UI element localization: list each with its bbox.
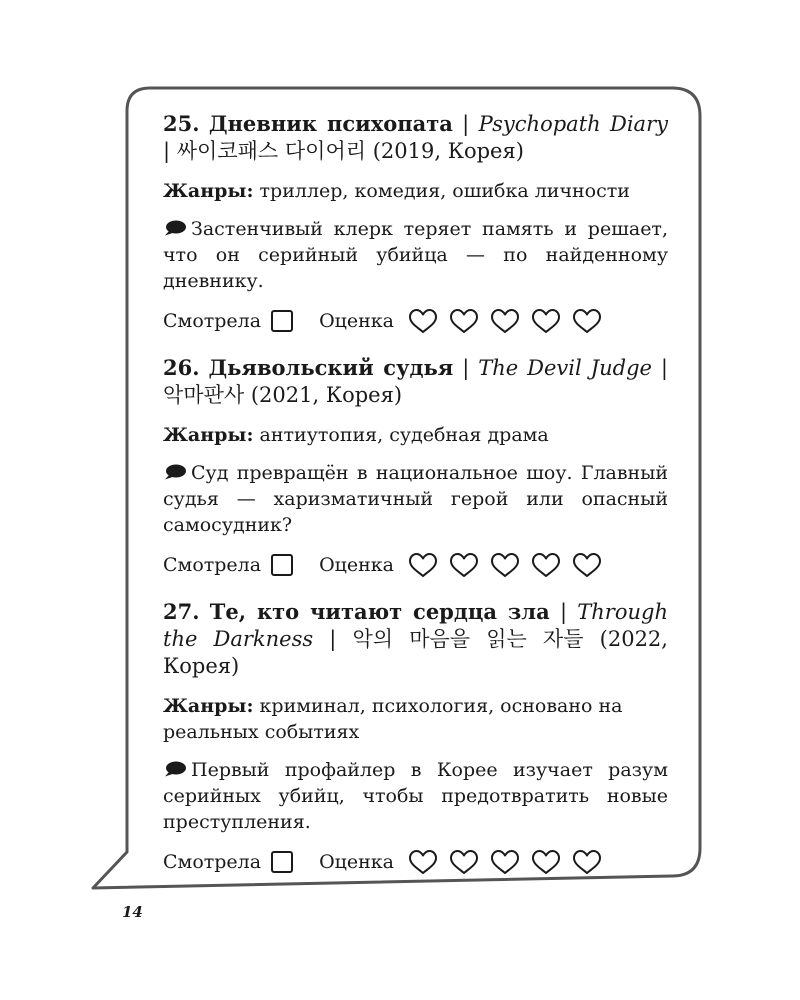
- score-label: Оценка: [319, 554, 394, 576]
- heart-outline-icon[interactable]: [572, 849, 602, 876]
- entry-year-country: (2022, Корея): [163, 627, 668, 678]
- title-separator: |: [559, 600, 568, 624]
- heart-rating: [408, 308, 613, 335]
- entry-genres: [163, 422, 668, 448]
- entries-list: [163, 110, 668, 895]
- entry-title: [163, 354, 668, 409]
- heart-outline-icon[interactable]: [531, 552, 561, 579]
- entry-title: [163, 598, 668, 680]
- drama-entry: [163, 598, 668, 877]
- title-separator: |: [329, 627, 337, 651]
- drama-entry: [163, 110, 668, 336]
- entry-number: 27.: [163, 599, 200, 624]
- watched-label: Смотрела: [163, 554, 262, 576]
- title-separator: |: [462, 112, 470, 136]
- watched-label: Смотрела: [163, 310, 262, 332]
- entry-title-ko: 싸이코패스 다이어리: [176, 139, 367, 163]
- drama-entry: [163, 354, 668, 580]
- entry-title-ru: Те, кто читают сердца зла: [209, 599, 550, 624]
- heart-rating: [408, 552, 613, 579]
- title-separator: |: [163, 139, 171, 163]
- heart-outline-icon[interactable]: [408, 308, 438, 335]
- entry-number: 26.: [163, 355, 200, 380]
- heart-outline-icon[interactable]: [408, 849, 438, 876]
- genres-value: антиутопия, судебная драма: [259, 424, 549, 446]
- rating-row: [163, 847, 668, 877]
- watched-checkbox[interactable]: [271, 554, 293, 576]
- entry-year-country: (2019, Корея): [372, 139, 524, 163]
- heart-outline-icon[interactable]: [531, 849, 561, 876]
- score-label: Оценка: [319, 310, 394, 332]
- entry-genres: [163, 178, 668, 204]
- entry-title-ko: 악의 마음을 읽는 자들: [352, 627, 584, 651]
- entry-year-country: (2021, Корея): [250, 383, 403, 407]
- entry-description: [163, 216, 668, 294]
- entry-description: [163, 757, 668, 835]
- heart-outline-icon[interactable]: [449, 308, 479, 335]
- heart-outline-icon[interactable]: [531, 308, 561, 335]
- genres-value: триллер, комедия, ошибка личности: [259, 180, 630, 202]
- watched-label: Смотрела: [163, 851, 262, 873]
- entry-title-en: Through the Darkness: [163, 600, 668, 651]
- genres-label: Жанры:: [163, 695, 254, 717]
- heart-outline-icon[interactable]: [449, 552, 479, 579]
- genres-label: Жанры:: [163, 180, 254, 202]
- heart-rating: [408, 849, 613, 876]
- entry-title-en: The Devil Judge: [478, 356, 652, 380]
- entry-title-ru: Дьявольский судья: [208, 355, 454, 380]
- heart-outline-icon[interactable]: [490, 308, 520, 335]
- entry-genres: [163, 693, 668, 745]
- rating-row: [163, 306, 668, 336]
- heart-outline-icon[interactable]: [490, 552, 520, 579]
- genres-label: Жанры:: [163, 424, 254, 446]
- speech-bubble-icon: [163, 761, 187, 777]
- heart-outline-icon[interactable]: [408, 552, 438, 579]
- description-text: Первый профайлер в Корее изучает разум серийных убийц, чтобы предотвратить новые преступления.: [163, 759, 668, 833]
- heart-outline-icon[interactable]: [490, 849, 520, 876]
- heart-outline-icon[interactable]: [572, 308, 602, 335]
- genres-value: криминал, психология, основано на реальных событиях: [163, 695, 623, 743]
- speech-bubble-icon: [163, 220, 187, 236]
- heart-outline-icon[interactable]: [572, 552, 602, 579]
- entry-title-ru: Дневник психопата: [208, 111, 453, 136]
- title-separator: |: [660, 356, 668, 380]
- watched-checkbox[interactable]: [271, 851, 293, 873]
- entry-title-ko: 악마판사: [163, 383, 245, 407]
- rating-row: [163, 550, 668, 580]
- entry-title-en: Psychopath Diary: [478, 112, 668, 136]
- title-separator: |: [462, 356, 470, 380]
- speech-bubble-icon: [163, 464, 187, 480]
- description-text: Суд превращён в национальное шоу. Главный судья — харизматичный герой или опасный самосудник?: [163, 462, 668, 536]
- entry-description: [163, 460, 668, 538]
- page-number: 14: [122, 903, 143, 921]
- heart-outline-icon[interactable]: [449, 849, 479, 876]
- description-text: Застенчивый клерк теряет память и решает, что он серийный убийца — по найденному дневнику.: [163, 218, 668, 292]
- watched-checkbox[interactable]: [271, 310, 293, 332]
- entry-title: [163, 110, 668, 165]
- entry-number: 25.: [163, 111, 200, 136]
- score-label: Оценка: [319, 851, 394, 873]
